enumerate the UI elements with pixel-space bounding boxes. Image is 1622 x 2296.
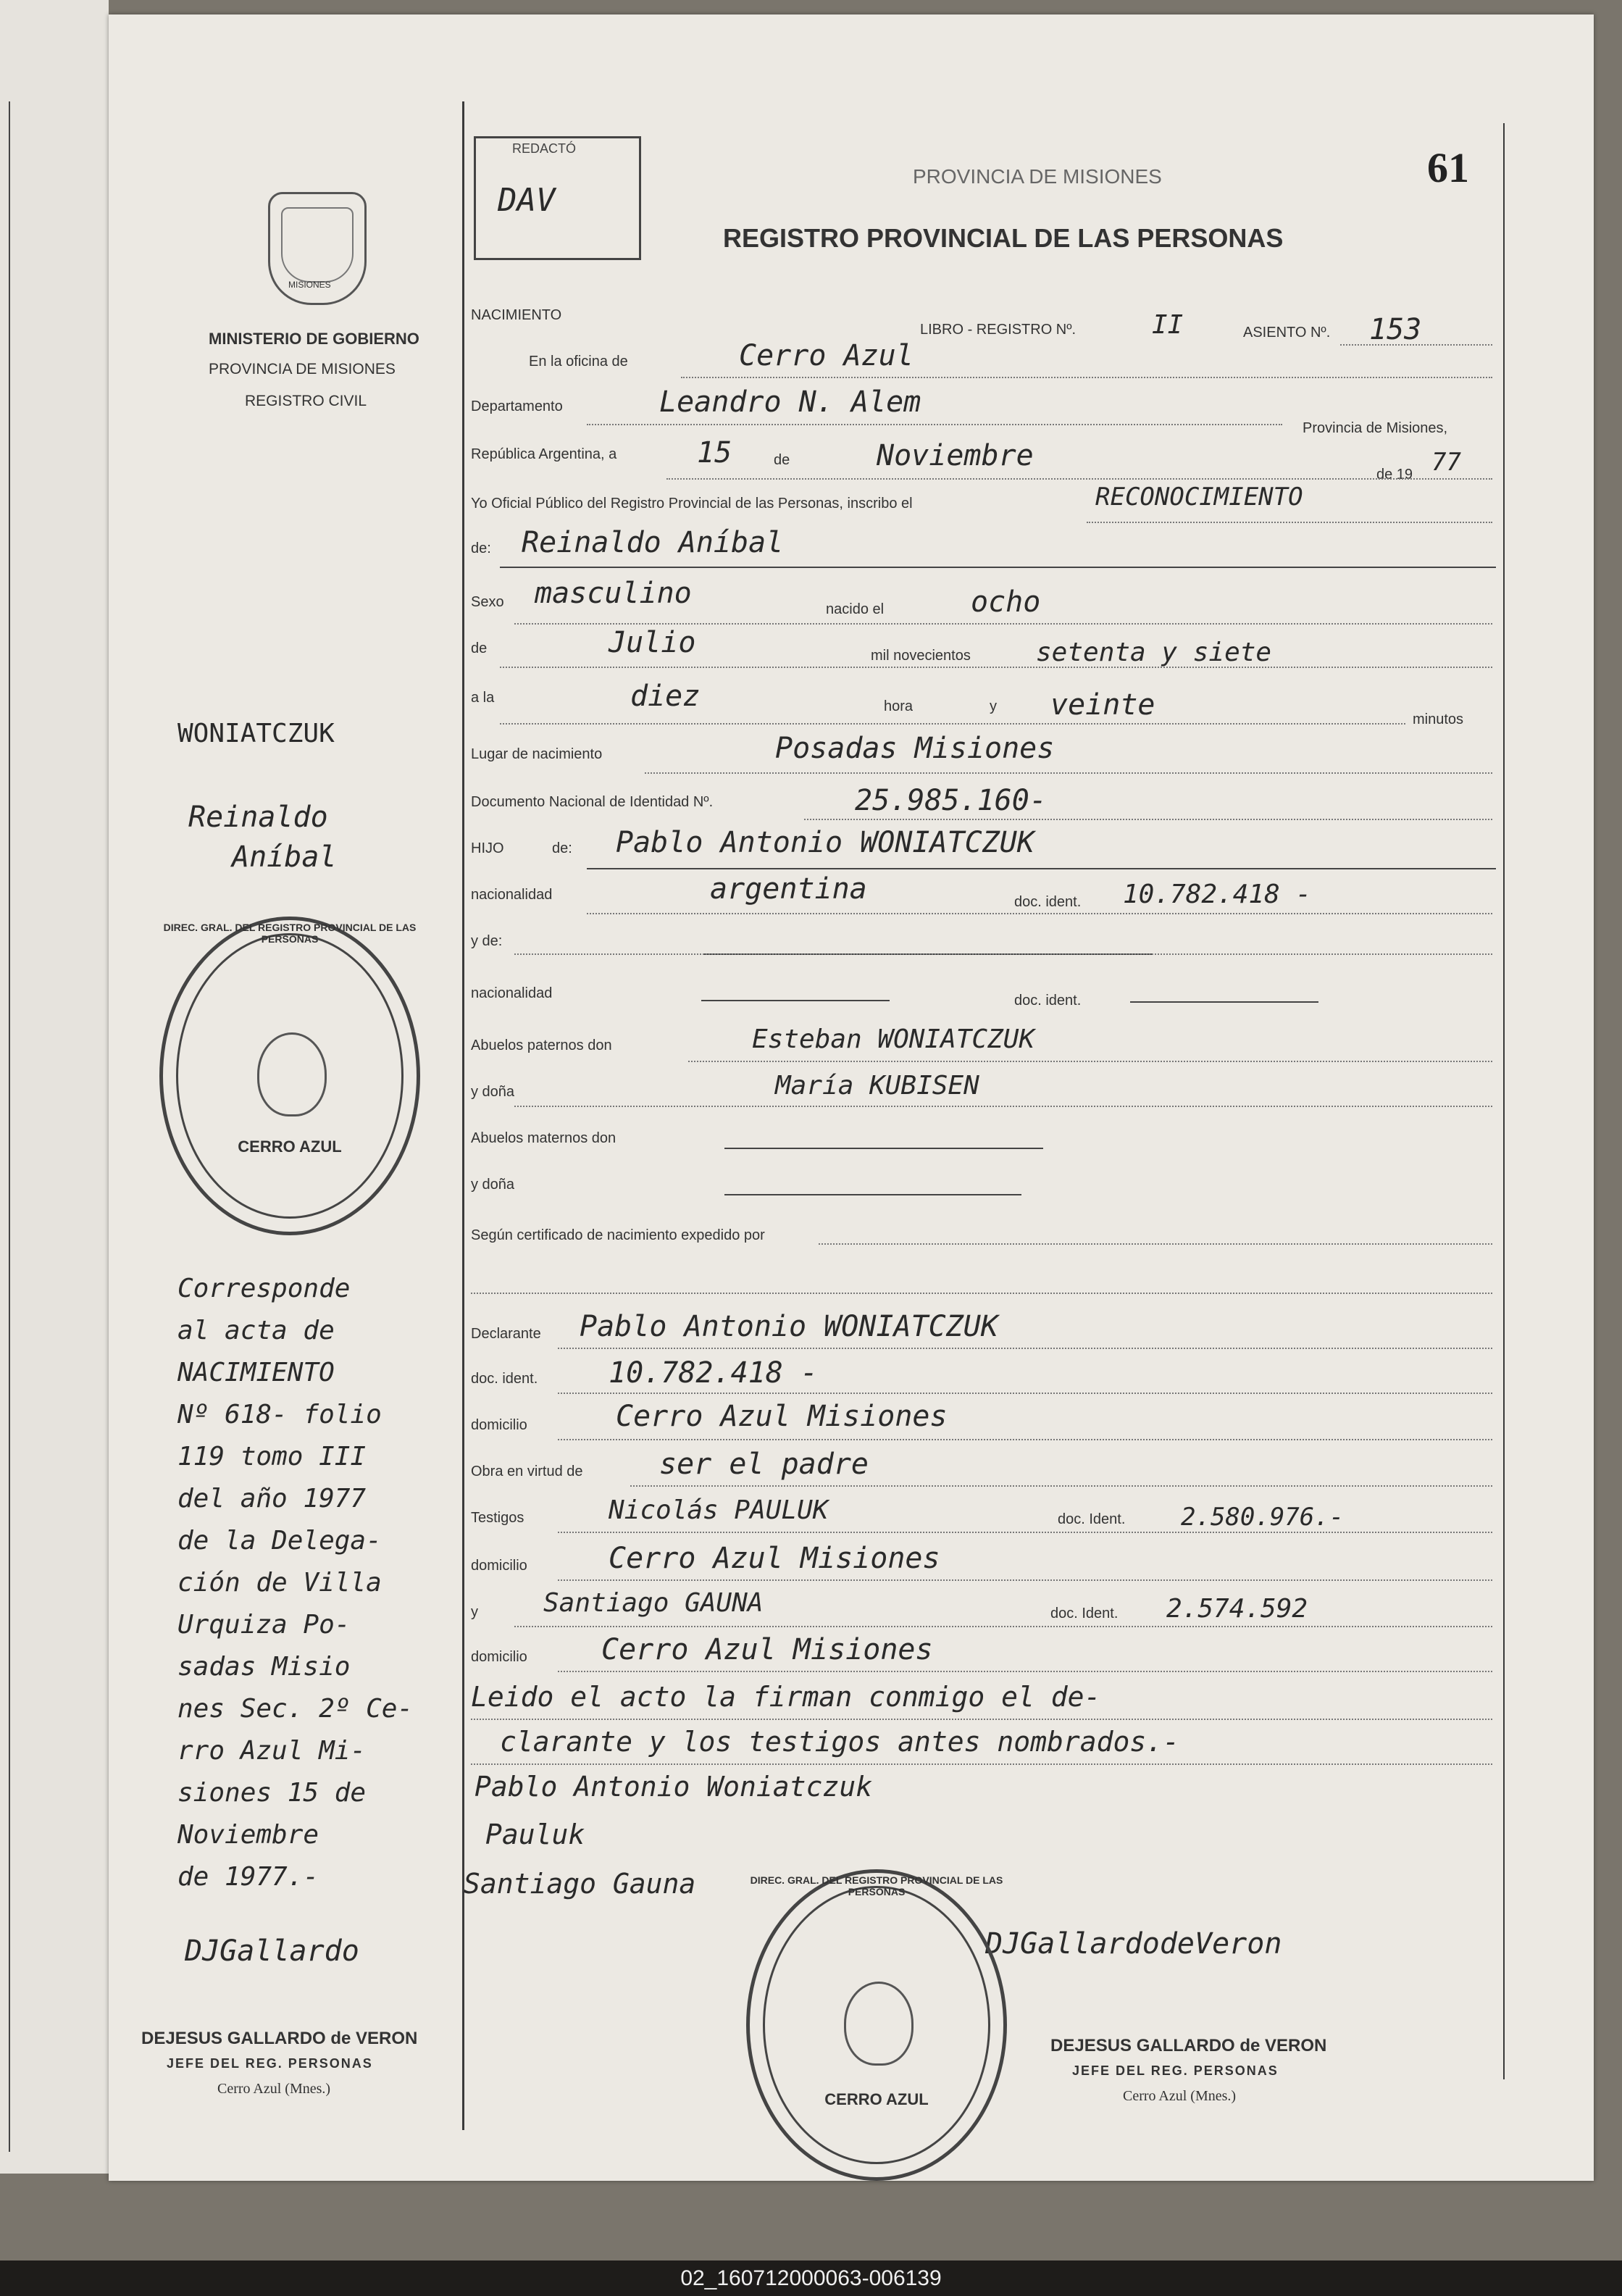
mil-label: mil novecientos (871, 648, 971, 664)
domicilio3-line (558, 1671, 1492, 1672)
departamento-value: Leandro N. Alem (659, 385, 921, 419)
nacionalidad-label: nacionalidad (471, 887, 553, 903)
departamento-line (587, 424, 1282, 425)
margin-note-line: Noviembre (177, 1820, 319, 1850)
testigo1-doc: 2.580.976.- (1181, 1503, 1345, 1532)
margin-signature: DJGallardo (185, 1934, 359, 1968)
right-official-role: JEFE DEL REG. PERSONAS (1072, 2063, 1279, 2078)
margin-rule (462, 101, 464, 2130)
testigo2-value: Santiago GAUNA (543, 1588, 764, 1618)
right-official-name: DEJESUS GALLARDO de VERON (1050, 2036, 1327, 2055)
firma-testigo2: Santiago Gauna (464, 1868, 696, 1900)
hijo-label: HIJO (471, 840, 504, 856)
domicilio-line (558, 1439, 1492, 1440)
republica-label: República Argentina, a (471, 446, 617, 462)
closing-line2-rule (471, 1763, 1492, 1765)
decl-doc-label: doc. ident. (471, 1371, 538, 1387)
yo-oficial-label: Yo Oficial Público del Registro Provincial de las Personas, inscribo el (471, 496, 913, 512)
mes-nac-value: Julio (609, 626, 696, 659)
margin-note-line: rro Azul Mi- (177, 1736, 367, 1766)
right-official-signature: DJGallardodeVeron (985, 1927, 1282, 1961)
redacto-initials: DAV (498, 182, 556, 219)
asiento-line (1340, 344, 1492, 346)
shield-label: MISIONES (288, 280, 331, 290)
minutos-value: veinte (1050, 688, 1155, 722)
obra-label: Obra en virtud de (471, 1464, 583, 1479)
registry-stamp-left (159, 917, 420, 1235)
declarante-label: Declarante (471, 1326, 541, 1342)
asiento-value: 153 (1369, 313, 1422, 346)
abuelos-mat-label: Abuelos maternos don (471, 1130, 616, 1146)
segun-line2 (471, 1293, 1492, 1294)
date-line (666, 478, 1492, 480)
closing-line1: Leido el acto la firman conmigo el de- (471, 1681, 1101, 1713)
domicilio3-value: Cerro Azul Misiones (601, 1633, 933, 1666)
nacido-value: ocho (971, 585, 1041, 619)
acto-line (1087, 522, 1492, 523)
margin-note (177, 1268, 424, 1898)
dni-label: Documento Nacional de Identidad Nº. (471, 794, 714, 810)
right-official-place: Cerro Azul (Mnes.) (1123, 2088, 1237, 2104)
libro-label: LIBRO - REGISTRO Nº. (920, 322, 1077, 338)
abuelos-pat-label: Abuelos paternos don (471, 1038, 612, 1053)
nacionalidad2-line (701, 1000, 890, 1001)
margin-note-line: Corresponde (177, 1274, 351, 1303)
caption-bar (0, 2260, 1622, 2296)
domicilio2-label: domicilio (471, 1558, 527, 1574)
right-rule (1503, 123, 1505, 2079)
closing-line2: clarante y los testigos antes nombrados.- (500, 1726, 1179, 1758)
stamp-inner-text: CERRO AZUL (238, 1137, 342, 1156)
margin-note-line: Nº 618- folio (177, 1400, 382, 1429)
margin-given2: Aníbal (232, 840, 337, 874)
lugar-label: Lugar de nacimiento (471, 746, 603, 762)
declarante-value: Pablo Antonio WONIATCZUK (580, 1310, 998, 1343)
abuelo-pat-value: Esteban WONIATCZUK (752, 1024, 1035, 1054)
nacionalidad-line (587, 913, 1492, 914)
testigo2-line (514, 1626, 1492, 1627)
margin-surname: WONIATCZUK (177, 719, 335, 748)
left-facing-page (0, 0, 109, 2174)
libro-value: II (1152, 310, 1184, 340)
name-line (500, 567, 1496, 568)
a-la-label: a la (471, 690, 495, 706)
left-official-role: JEFE DEL REG. PERSONAS (167, 2056, 373, 2071)
testigos-label: Testigos (471, 1510, 524, 1526)
abuelo-pat-line (688, 1061, 1492, 1062)
abuelo-mat-line (724, 1148, 1043, 1149)
doc-ident2-label: doc. ident. (1014, 993, 1082, 1009)
dni-value: 25.985.160- (855, 784, 1047, 817)
departamento-label: Departamento (471, 398, 563, 414)
image-caption: 02_160712000063-006139 (680, 2266, 942, 2290)
stamp-emblem-icon (844, 1982, 914, 2066)
y-de-label: y de: (471, 933, 503, 949)
segun-line (819, 1243, 1492, 1245)
hijo-de-label: de: (552, 840, 572, 856)
province-heading: PROVINCIA DE MISIONES (913, 165, 1162, 188)
nacionalidad2-label: nacionalidad (471, 985, 553, 1001)
asiento-label: ASIENTO Nº. (1243, 325, 1331, 341)
padre-doc-value: 10.782.418 - (1123, 880, 1312, 909)
domicilio3-label: domicilio (471, 1649, 527, 1665)
hora-line (500, 723, 1405, 725)
testigo1-value: Nicolás PAULUK (609, 1495, 829, 1525)
shield-inner (281, 207, 354, 283)
name-value: Reinaldo Aníbal (522, 526, 784, 559)
margin-note-line: NACIMIENTO (177, 1358, 335, 1387)
dni-line (804, 819, 1492, 820)
domicilio-label: domicilio (471, 1417, 527, 1433)
sexo-label: Sexo (471, 594, 504, 610)
oficina-label: En la oficina de (529, 354, 628, 370)
coat-of-arms-icon (268, 192, 367, 305)
left-official-name: DEJESUS GALLARDO de VERON (141, 2029, 418, 2048)
stamp-emblem-icon (257, 1032, 327, 1116)
lugar-value: Posadas Misiones (775, 732, 1055, 765)
obra-value: ser el padre (659, 1448, 869, 1481)
margin-note-line: 119 tomo III (177, 1442, 367, 1471)
abuela-pat-line (514, 1106, 1492, 1107)
doc-ident-label: doc. ident. (1014, 894, 1082, 910)
ministry-line1: MINISTERIO DE GOBIERNO (209, 330, 419, 348)
ministry-line2: PROVINCIA DE MISIONES (209, 361, 396, 377)
year-value: 77 (1431, 448, 1461, 477)
firma-declarante: Pablo Antonio Woniatczuk (475, 1771, 873, 1803)
de-name-label: de: (471, 540, 491, 556)
left-page-rule (9, 101, 10, 2152)
testigo1-line (558, 1532, 1492, 1533)
redacto-label: REDACTÓ (512, 141, 577, 156)
ministry-line3: REGISTRO CIVIL (245, 393, 367, 409)
padre-value: Pablo Antonio WONIATCZUK (616, 826, 1034, 859)
de-label: de (774, 452, 790, 468)
month-value: Noviembre (877, 439, 1034, 472)
decl-doc-line (558, 1393, 1492, 1394)
year-label: de 19 (1376, 467, 1413, 483)
margin-note-line: al acta de (177, 1316, 335, 1345)
t1-doc-label: doc. Ident. (1058, 1511, 1126, 1527)
domicilio2-value: Cerro Azul Misiones (609, 1542, 940, 1575)
domicilio-value: Cerro Azul Misiones (616, 1400, 948, 1433)
margin-note-line: Urquiza Po- (177, 1610, 351, 1640)
minutos-label: minutos (1413, 711, 1464, 727)
margin-note-line: siones 15 de (177, 1778, 367, 1808)
registry-stamp-bottom (746, 1869, 1007, 2181)
decl-doc-value: 10.782.418 - (609, 1356, 818, 1390)
stamp-inner-text: CERRO AZUL (824, 2090, 929, 2108)
document-page (109, 14, 1594, 2181)
margin-note-line: ción de Villa (177, 1568, 382, 1598)
margin-note-line: sadas Misio (177, 1652, 351, 1682)
acto-value: RECONOCIMIENTO (1095, 483, 1303, 512)
testigo2-doc: 2.574.592 (1166, 1594, 1308, 1624)
padre-line (587, 868, 1496, 869)
stamp-outer-text: DIREC. GRAL. DEL REGISTRO PROVINCIAL DE LAS PERSONAS (750, 1874, 1003, 1898)
margin-note-line: del año 1977 (177, 1484, 367, 1514)
closing-line1-rule (471, 1719, 1492, 1720)
declarante-line (558, 1348, 1492, 1349)
nacimiento-label: NACIMIENTO (471, 307, 562, 323)
de2-label: de (471, 640, 488, 656)
y-label: y (990, 698, 997, 714)
sexo-value: masculino (535, 577, 692, 610)
provincia-suffix: Provincia de Misiones, (1303, 420, 1448, 436)
oficina-line (681, 377, 1492, 378)
day-value: 15 (697, 436, 732, 469)
redacto-box (474, 136, 641, 260)
hora-label: hora (884, 698, 914, 714)
madre-dotted-line (514, 953, 1492, 955)
segun-label: Según certificado de nacimiento expedido por (471, 1227, 765, 1243)
margin-note-line: nes Sec. 2º Ce- (177, 1694, 414, 1724)
hora-value: diez (630, 680, 701, 713)
margin-note-line: de la Delega- (177, 1526, 382, 1556)
oficina-value: Cerro Azul (739, 339, 914, 372)
mes-line (500, 667, 1492, 668)
y-dona2-label: y doña (471, 1177, 515, 1193)
page-number: 61 (1427, 144, 1469, 191)
margin-given1: Reinaldo (188, 801, 328, 834)
abuela-pat-value: María KUBISEN (775, 1071, 979, 1101)
abuela-mat-line (724, 1194, 1021, 1195)
sexo-line (514, 623, 1492, 625)
firma-testigo1: Pauluk (485, 1819, 585, 1850)
y2-label: y (471, 1604, 478, 1620)
lugar-line (645, 772, 1492, 774)
obra-line (630, 1485, 1492, 1487)
anio-nac-value: setenta y siete (1036, 638, 1272, 667)
registry-title: REGISTRO PROVINCIAL DE LAS PERSONAS (723, 223, 1284, 253)
t2-doc-label: doc. Ident. (1050, 1606, 1119, 1621)
stamp-outer-text: DIREC. GRAL. DEL REGISTRO PROVINCIAL DE LAS PERSONAS (163, 922, 417, 945)
domicilio2-line (558, 1579, 1492, 1581)
nacionalidad-value: argentina (710, 872, 867, 906)
doc-ident2-line (1130, 1001, 1318, 1003)
left-official-place: Cerro Azul (Mnes.) (217, 2081, 331, 2097)
margin-note-line: de 1977.- (177, 1862, 319, 1892)
y-dona-label: y doña (471, 1084, 515, 1100)
nacido-label: nacido el (826, 601, 885, 617)
